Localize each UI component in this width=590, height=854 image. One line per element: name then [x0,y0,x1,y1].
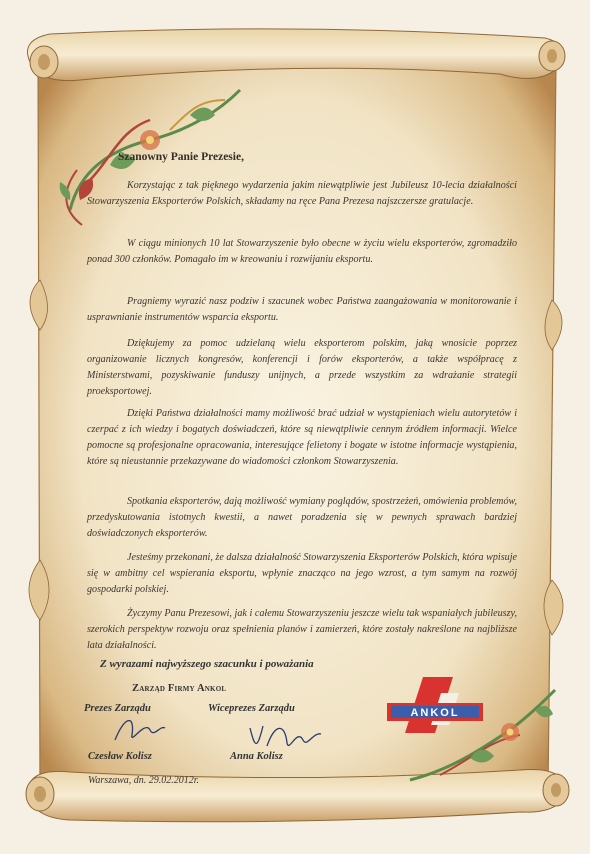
ankol-logo [383,673,487,743]
place-date: Warszawa, dn. 29.02.2012r. [88,775,200,786]
president-signature [110,710,170,750]
svg-text:ANKOL: ANKOL [410,707,460,719]
letter-greeting: Szanowny Panie Prezesie, [118,151,244,163]
company-board-label: Zarząd Firmy Ankol [132,683,227,694]
paragraph-4: Dziękujemy za pomoc udzielaną wielu eksporterom polskim, jaką wnosicie poprzez organizowanie licznych kongresów, konferencji i forów eksporterów, a także współpracę z Ministerstwami, pozyskiwanie funduszy unijnych, a przede wszystkim za wdrażanie strategii proeksportowej. [87,338,517,397]
president-role: Prezes Zarządu [84,703,151,714]
paragraph-8: Życzymy Panu Prezesowi, jak i całemu Stowarzyszeniu jeszcze wielu tak wspaniałych jubileuszy, szerokich perspektyw rozwoju oraz spełnienia planów i zamierzeń, które zostały nakreślone na najbliższe lata działalności. [87,608,517,651]
paragraph-3: Pragniemy wyrazić nasz podziw i szacunek wobec Państwa zaangażowania w monitorowanie i usprawnianie instrumentów wsparcia eksportu. [87,296,517,323]
paragraph-7: Jesteśmy przekonani, że dalsza działalność Stowarzyszenia Eksporterów Polskich, która wpisuje się w ambitny cel wspierania eksportu, wpłynie znacząco na jego wzrost, a tym samym na rozwój gospodarki polskiej. [87,552,517,595]
paragraph-6: Spotkania eksporterów, dają możliwość wymiany poglądów, spostrzeżeń, omówienia problemów, przedyskutowania istotnych kwestii, a nawet poradzenia się w pewnych sprawach bardziej doświadczonych eksporterów. [87,496,517,539]
floral-ornament-left-middle [52,160,92,230]
vice-president-name: Anna Kolisz [230,751,283,762]
vice-president-role: Wiceprezes Zarządu [208,703,295,714]
president-name: Czesław Kolisz [88,751,152,762]
paragraph-1: Korzystając z tak pięknego wydarzenia jakim niewątpliwie jest Jubileusz 10-lecia działalności Stowarzyszenia Eksporterów Polskich, składamy na ręce Pana Prezesa najszczersze gratulacje. [87,180,517,207]
paragraph-5: Dzięki Państwa działalności mamy możliwość brać udział w wystąpieniach wielu autorytetów i czerpać z ich wiedzy i bogatych doświadczeń, które są niewątpliwie cennym źródłem informacji. Wielce pomocne są profesjonalne opracowania, interesujące felietony i bogate w istotne informacje wystąpienia, które są nieustannie przekazywane do wiadomości członkom Stowarzyszenia. [87,408,517,467]
letter-closing: Z wyrazami najwyższego szacunku i poważania [100,658,314,670]
paragraph-2: W ciągu minionych 10 lat Stowarzyszenie było obecne w życiu wielu eksporterów, zgromadziło ponad 300 członków. Pomagało im w kreowaniu i rozwijaniu eksportu. [87,238,517,265]
